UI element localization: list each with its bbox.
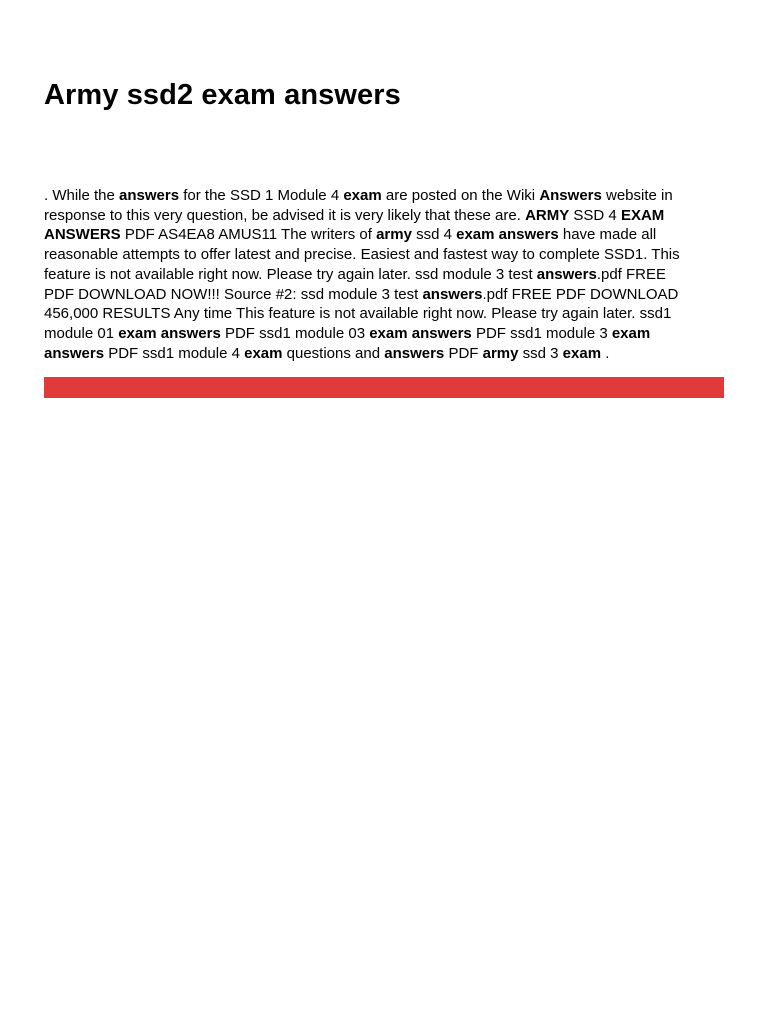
keyword-bold: answers: [384, 344, 445, 362]
text-run: feature is not available right now. Please try again later. ssd module 3 test: [44, 265, 537, 283]
red-divider-bar: [44, 377, 724, 398]
text-run: module 01: [44, 324, 119, 342]
keyword-bold: answers: [44, 344, 105, 362]
text-run: questions and: [282, 344, 385, 362]
text-run: .: [601, 344, 610, 362]
paragraph-line: [44, 344, 734, 364]
text-run: have made all: [558, 226, 657, 244]
paragraph-line: [44, 206, 734, 226]
text-run: are posted on the Wiki: [381, 187, 540, 204]
text-run: ssd 3: [518, 344, 563, 362]
keyword-bold: ARMY: [525, 206, 570, 224]
keyword-bold: exam answers: [456, 226, 559, 244]
body-paragraph: [44, 186, 734, 363]
keyword-bold: answers: [536, 265, 597, 283]
keyword-bold: answers: [119, 187, 180, 204]
text-run: SSD 4: [569, 206, 621, 224]
keyword-bold: Answers: [539, 187, 602, 204]
text-run: PDF DOWNLOAD NOW!!! Source #2: ssd module 3 test: [44, 285, 423, 303]
text-run: for the SSD 1 Module 4: [179, 187, 344, 204]
keyword-bold: exam: [343, 187, 382, 204]
text-run: PDF ssd1 module 4: [104, 344, 245, 362]
text-run: ssd 4: [411, 226, 457, 244]
keyword-bold: EXAM: [620, 206, 665, 224]
paragraph-line: [44, 225, 734, 245]
paragraph-line: [44, 324, 734, 344]
paragraph-line: [44, 186, 734, 206]
paragraph-line: [44, 245, 734, 265]
paragraph-line: [44, 304, 734, 324]
keyword-bold: exam: [244, 344, 283, 362]
keyword-bold: army: [376, 226, 412, 244]
text-run: PDF ssd1 module 3: [471, 324, 612, 342]
text-run: PDF ssd1 module 03: [220, 324, 370, 342]
text-run: .pdf FREE: [596, 265, 667, 283]
keyword-bold: exam: [562, 344, 602, 362]
text-run: website in: [601, 187, 673, 204]
keyword-bold: answers: [422, 285, 483, 303]
text-run: 456,000 RESULTS Any time This feature is not available right now. Please try again later. ssd1: [44, 305, 672, 323]
paragraph-line: [44, 285, 734, 305]
paragraph-line: [44, 265, 734, 285]
text-run: .pdf FREE PDF DOWNLOAD: [482, 285, 679, 303]
keyword-bold: army: [482, 344, 519, 362]
keyword-bold: exam answers: [118, 324, 221, 342]
text-run: PDF AS4EA8 AMUS11 The writers of: [120, 226, 377, 244]
text-run: reasonable attempts to offer latest and precise. Easiest and fastest way to complete SSD1. This: [44, 246, 680, 264]
text-run: PDF: [444, 344, 483, 362]
page-title: Army ssd2 exam answers: [44, 79, 401, 111]
keyword-bold: exam: [611, 324, 651, 342]
keyword-bold: ANSWERS: [44, 226, 121, 244]
text-run: response to this very question, be advised it is very likely that these are.: [44, 206, 526, 224]
text-run: . While the: [44, 187, 120, 204]
keyword-bold: exam answers: [369, 324, 472, 342]
